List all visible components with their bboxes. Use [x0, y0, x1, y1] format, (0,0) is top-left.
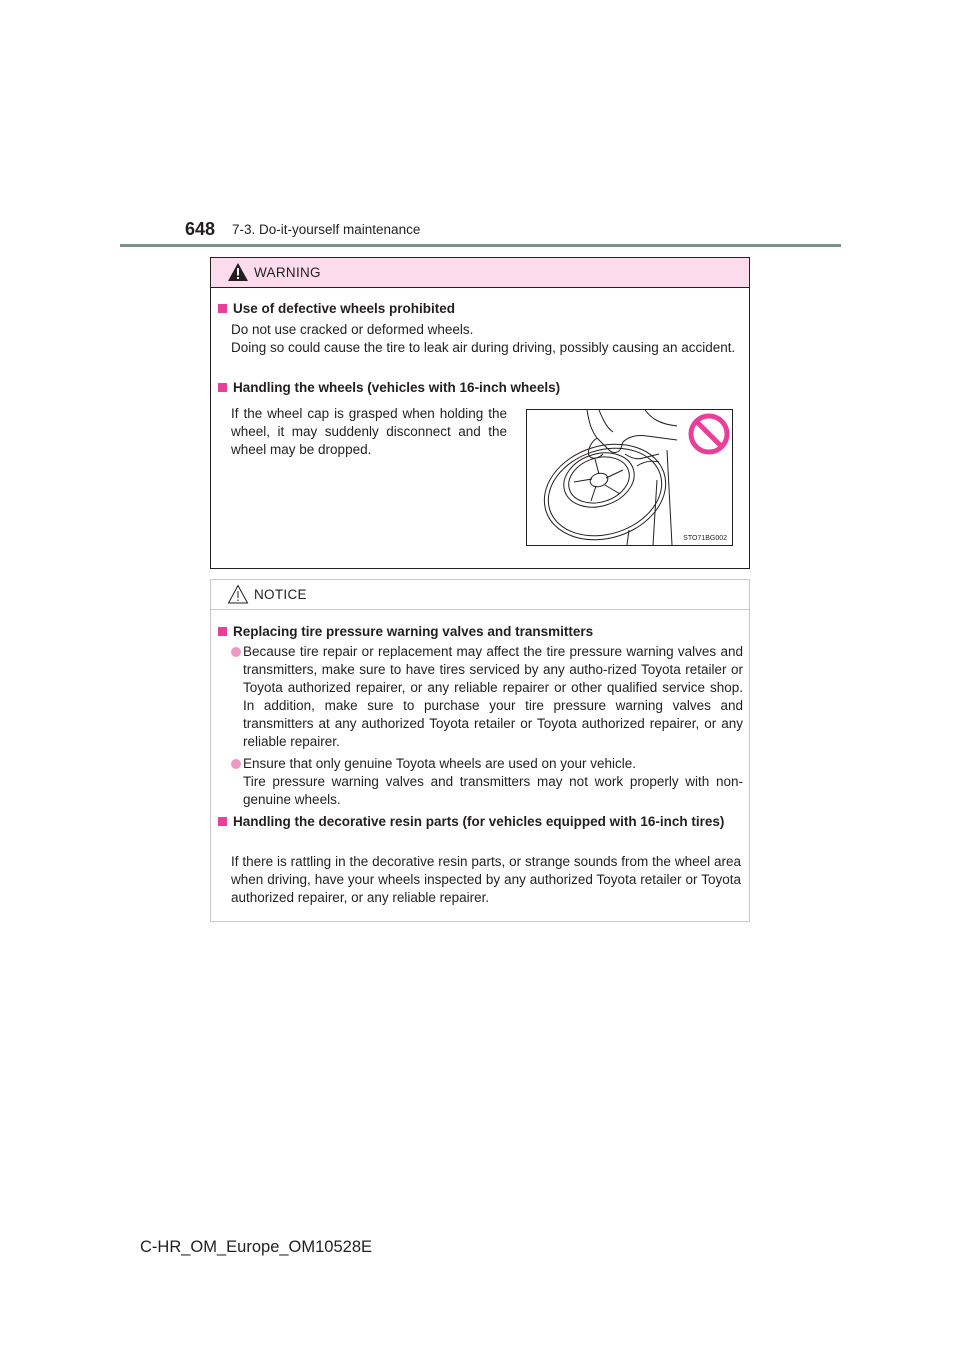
wheel-drawing	[527, 410, 732, 545]
document-id: C-HR_OM_Europe_OM10528E	[140, 1238, 373, 1256]
warning-paragraph-2: If the wheel cap is grasped when holding the wheel, it may suddenly disconnect and the wheel may be dropped.	[231, 406, 507, 457]
square-bullet-icon	[218, 817, 227, 826]
square-bullet-icon	[218, 383, 227, 392]
page-number: 648	[185, 219, 216, 239]
header-rule	[120, 244, 841, 247]
warning-heading-handling-wheels: Handling the wheels (vehicles with 16-inch wheels)	[218, 379, 560, 397]
notice-heading-tire-valves: Replacing tire pressure warning valves and transmitters	[218, 623, 593, 641]
notice-triangle-icon	[227, 584, 249, 604]
notice-bullet-1: Because tire repair or replacement may affect the tire pressure warning valves and transmitters, make sure to have tires serviced by any autho-rized Toyota retailer or Toyota authorized repairer, or any reliable repairer or other qualified service shop. In addition, make sure to purchase your tire pressure warning valves and transmitters at any authorized Toyota retailer or Toyota authorized repairer, or any reliable repairer.	[231, 643, 743, 751]
warning-triangle-icon	[227, 262, 249, 282]
notice-bullet-2: Ensure that only genuine Toyota wheels are used on your vehicle. Tire pressure warning valves and transmitters may not work properly with non-genuine wheels.	[231, 755, 743, 809]
warning-paragraph-1b: Doing so could cause the tire to leak air during driving, possibly causing an accident.	[231, 340, 736, 355]
round-bullet-icon	[231, 759, 241, 769]
notice-heading-resin-parts: Handling the decorative resin parts (for vehicles equipped with 16-inch tires)	[218, 813, 743, 831]
warning-paragraph-1a: Do not use cracked or deformed wheels.	[231, 322, 474, 337]
section-title: 7-3. Do-it-yourself maintenance	[232, 222, 421, 237]
warning-header	[211, 258, 749, 288]
square-bullet-icon	[218, 304, 227, 313]
notice-box	[210, 579, 750, 922]
square-bullet-icon	[218, 627, 227, 636]
notice-header	[211, 580, 749, 610]
warning-heading-defective-wheels: Use of defective wheels prohibited	[218, 300, 455, 318]
notice-label: NOTICE	[254, 587, 307, 602]
round-bullet-icon	[231, 647, 241, 657]
warning-box	[210, 257, 750, 569]
notice-paragraph-resin: If there is rattling in the decorative resin parts, or strange sounds from the wheel area when driving, have your wheels inspected by any authorized Toyota retailer or Toyota authorized repairer, or any reliable repairer.	[231, 854, 741, 905]
figure-code: STO71BG002	[683, 535, 727, 542]
warning-label: WARNING	[254, 265, 321, 280]
wheel-handling-illustration	[526, 409, 733, 546]
